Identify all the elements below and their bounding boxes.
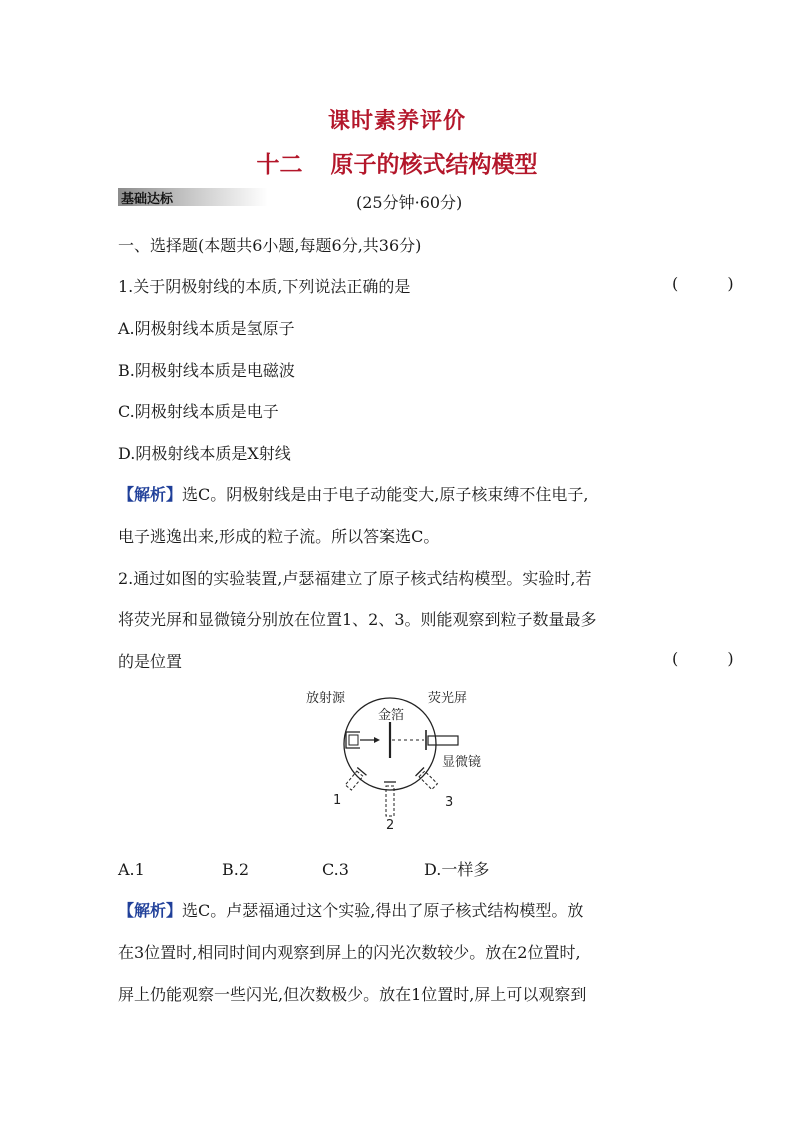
- rutherford-apparatus-diagram: [300, 684, 500, 834]
- q1-option-d: D.阴极射线本质是X射线: [118, 444, 291, 463]
- q1-analysis-line-2: 电子逃逸出来,形成的粒子流。所以答案选C。: [118, 527, 440, 546]
- label-position-1: 1: [333, 793, 342, 808]
- q1-analysis-tag: 【解析】: [118, 485, 183, 504]
- q2-analysis-tag: 【解析】: [118, 901, 183, 920]
- microscope: [428, 736, 458, 745]
- section-badge-label: 基础达标: [121, 192, 174, 207]
- q2-option-a: A.1: [118, 860, 145, 879]
- q1-stem: 1.关于阴极射线的本质,下列说法正确的是: [118, 277, 411, 296]
- q1-option-c: C.阴极射线本质是电子: [118, 402, 279, 421]
- q1-analysis-text-1: 选C。阴极射线是由于电子动能变大,原子核束缚不住电子,: [182, 485, 589, 504]
- part-heading: 一、选择题(本题共6小题,每题6分,共36分): [118, 236, 422, 255]
- lesson-number: 十二: [256, 152, 303, 178]
- q1-answer-bracket: ( ): [672, 274, 756, 293]
- label-radioactive-source: 放射源: [306, 691, 346, 706]
- q2-options: [118, 857, 489, 880]
- page-title: 课时素养评价: [327, 109, 466, 134]
- lesson-title: [0, 146, 794, 179]
- q2-analysis-line-2: 在3位置时,相同时间内观察到屏上的闪光次数较少。放在2位置时,: [118, 943, 581, 962]
- q2-option-b: B.2: [222, 860, 250, 879]
- q1-analysis-line-1: [118, 482, 588, 505]
- timing-note: (25分钟·60分): [356, 193, 463, 212]
- q1-option-a: A.阴极射线本质是氢原子: [118, 319, 295, 338]
- label-microscope: 显微镜: [442, 755, 482, 770]
- q2-stem-line-2: 将荧光屏和显微镜分别放在位置1、2、3。则能观察到粒子数量最多: [118, 610, 597, 629]
- q2-option-c: C.3: [322, 860, 349, 879]
- label-position-2: 2: [386, 818, 395, 833]
- q2-stem-line-1: 2.通过如图的实验装置,卢瑟福建立了原子核式结构模型。实验时,若: [118, 569, 592, 588]
- label-fluorescent-screen: 荧光屏: [428, 691, 468, 706]
- section-badge: [118, 188, 268, 206]
- label-gold-foil: 金箔: [378, 708, 405, 723]
- q2-stem-line-3: 的是位置: [118, 652, 183, 671]
- position-1-detector: [344, 768, 367, 792]
- q2-option-d: D.一样多: [424, 860, 490, 879]
- lesson-name: 原子的核式结构模型: [330, 152, 538, 178]
- q2-answer-bracket: ( ): [672, 649, 756, 668]
- q1-option-b: B.阴极射线本质是电磁波: [118, 361, 295, 380]
- q2-analysis-line-3: 屏上仍能观察一些闪光,但次数极少。放在1位置时,屏上可以观察到: [118, 985, 587, 1004]
- q2-analysis-line-1: [118, 898, 583, 921]
- q2-analysis-text-1: 选C。卢瑟福通过这个实验,得出了原子核式结构模型。放: [182, 901, 584, 920]
- position-2-detector: [384, 782, 396, 816]
- label-position-3: 3: [445, 795, 454, 810]
